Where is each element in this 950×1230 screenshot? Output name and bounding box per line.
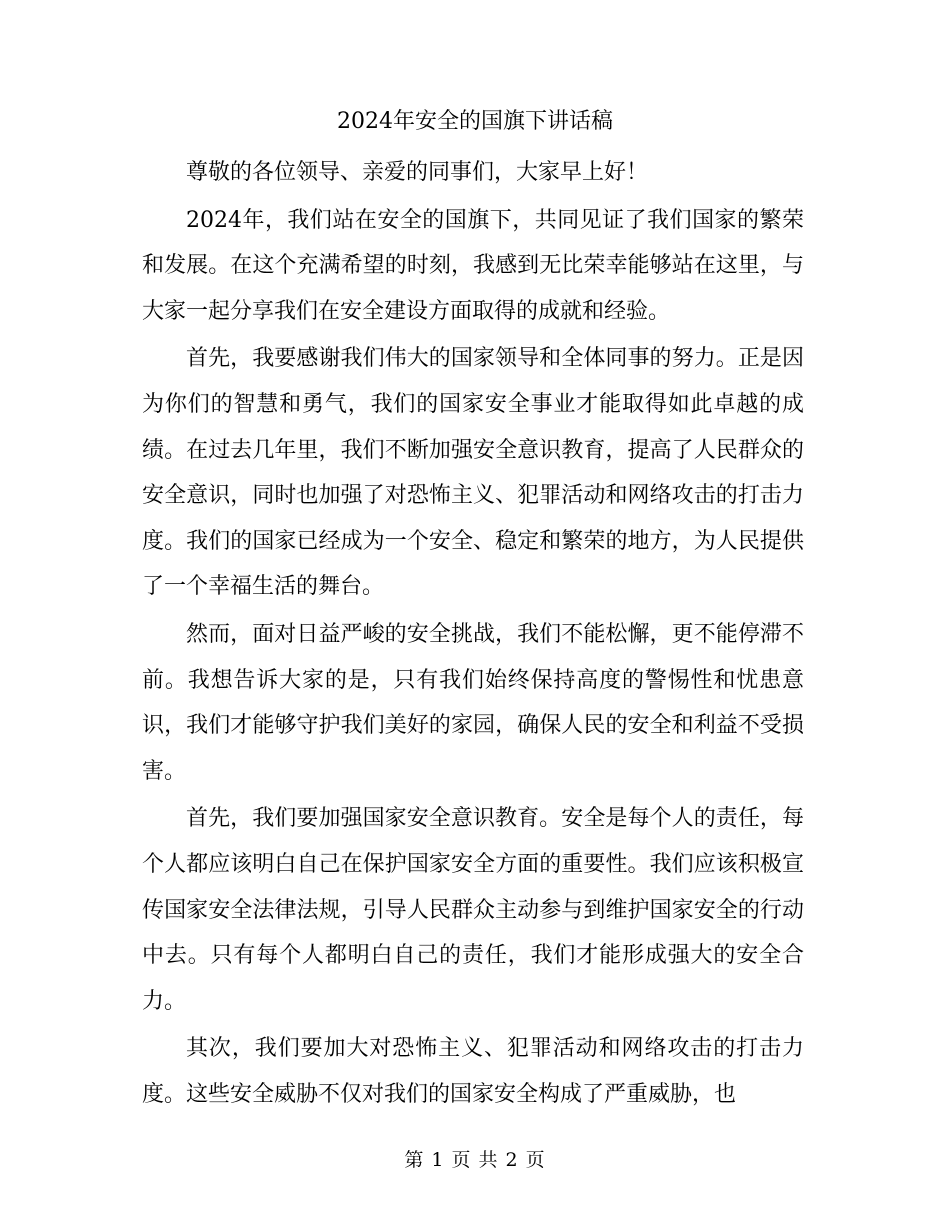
paragraph-1: 2024年，我们站在安全的国旗下，共同见证了我们国家的繁荣和发展。在这个充满希望的时刻，我感到无比荣幸能够站在这里，与大家一起分享我们在安全建设方面取得的成就和经验。 bbox=[142, 207, 804, 324]
document-title: 2024年安全的国旗下讲话稿 bbox=[337, 109, 613, 134]
page-footer: 第 1 页 共 2 页 bbox=[404, 1149, 546, 1171]
paragraph-greeting: 尊敬的各位领导、亲爱的同事们，大家早上好！ bbox=[186, 160, 649, 185]
paragraph-5: 其次，我们要加大对恐怖主义、犯罪活动和网络攻击的打击力度。这些安全威胁不仅对我们的国家安全构成了严重威胁，也 bbox=[142, 1036, 804, 1107]
paragraph-2: 首先，我要感谢我们伟大的国家领导和全体同事的努力。正是因为你们的智慧和勇气，我们的国家安全事业才能取得如此卓越的成绩。在过去几年里，我们不断加强安全意识教育，提高了人民群众的安全意识，同时也加强了对恐怖主义、犯罪活动和网络攻击的打击力度。我们的国家已经成为一个安全、稳定和繁荣的地方，为人民提供了一个幸福生活的舞台。 bbox=[142, 346, 804, 600]
paragraph-4: 首先，我们要加强国家安全意识教育。安全是每个人的责任，每个人都应该明白自己在保护国家安全方面的重要性。我们应该积极宣传国家安全法律法规，引导人民群众主动参与到维护国家安全的行动中去。只有每个人都明白自己的责任，我们才能形成强大的安全合力。 bbox=[142, 806, 804, 1014]
paragraph-3: 然而，面对日益严峻的安全挑战，我们不能松懈，更不能停滞不前。我想告诉大家的是，只有我们始终保持高度的警惕性和忧患意识，我们才能够守护我们美好的家园，确保人民的安全和利益不受损害。 bbox=[142, 621, 804, 784]
document-body bbox=[142, 150, 804, 1119]
